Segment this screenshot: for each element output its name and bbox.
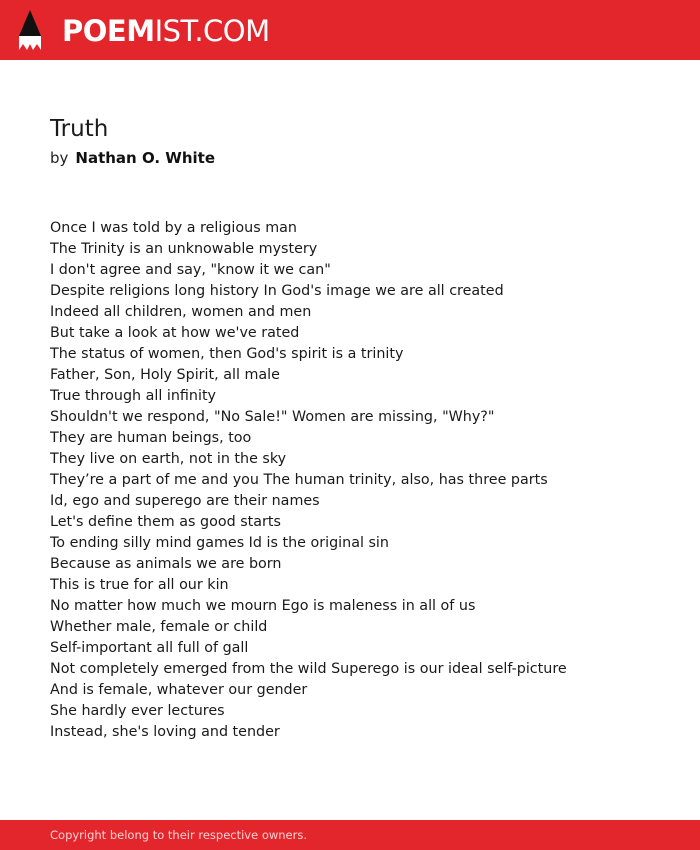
poem-line: They’re a part of me and you The human trinity, also, has three parts xyxy=(50,472,548,488)
poem-line: Indeed all children, women and men xyxy=(50,304,312,320)
poem-line: They are human beings, too xyxy=(50,430,252,446)
poem-line: Once I was told by a religious man xyxy=(50,220,297,236)
site-footer xyxy=(0,820,700,850)
poem-line: Shouldn't we respond, "No Sale!" Women are missing, "Why?" xyxy=(50,409,495,425)
poem-line: To ending silly mind games Id is the original sin xyxy=(50,535,389,551)
poem-line: Id, ego and superego are their names xyxy=(50,493,320,509)
poem-line: Whether male, female or child xyxy=(50,619,268,635)
poem-body xyxy=(50,218,660,743)
poem-line: Not completely emerged from the wild Superego is our ideal self-picture xyxy=(50,661,567,677)
poem-line: I don't agree and say, "know it we can" xyxy=(50,262,331,278)
byline-prefix: by xyxy=(50,149,69,167)
site-brand xyxy=(62,13,270,48)
poem-line: The Trinity is an unknowable mystery xyxy=(50,241,318,257)
poem-line: True through all infinity xyxy=(50,388,217,404)
poem-line: But take a look at how we've rated xyxy=(50,325,300,341)
poem-line: No matter how much we mourn Ego is maleness in all of us xyxy=(50,598,476,614)
poem-line: Despite religions long history In God's image we are all created xyxy=(50,283,504,299)
brand-light-text: IST.COM xyxy=(154,13,270,48)
poem-line: Because as animals we are born xyxy=(50,556,282,572)
copyright-notice: Copyright belong to their respective owners. xyxy=(50,828,308,842)
poem-line: And is female, whatever our gender xyxy=(50,682,308,698)
poem-line: This is true for all our kin xyxy=(50,577,229,593)
byline xyxy=(50,149,215,167)
brand-bold-text: POEM xyxy=(62,13,155,48)
site-logo-link[interactable] xyxy=(18,10,270,52)
poem-line: She hardly ever lectures xyxy=(50,703,225,719)
poem-line: Self-important all full of gall xyxy=(50,640,249,656)
pencil-tip-icon xyxy=(18,10,42,52)
poem-line: Father, Son, Holy Spirit, all male xyxy=(50,367,280,383)
poem-line: Instead, she's loving and tender xyxy=(50,724,280,740)
poem-line: The status of women, then God's spirit is a trinity xyxy=(50,346,404,362)
poem-line: Let's define them as good starts xyxy=(50,514,281,530)
poem-line: They live on earth, not in the sky xyxy=(50,451,287,467)
site-header xyxy=(0,0,700,60)
poem-title: Truth xyxy=(50,116,109,142)
author-link[interactable]: Nathan O. White xyxy=(75,149,216,167)
